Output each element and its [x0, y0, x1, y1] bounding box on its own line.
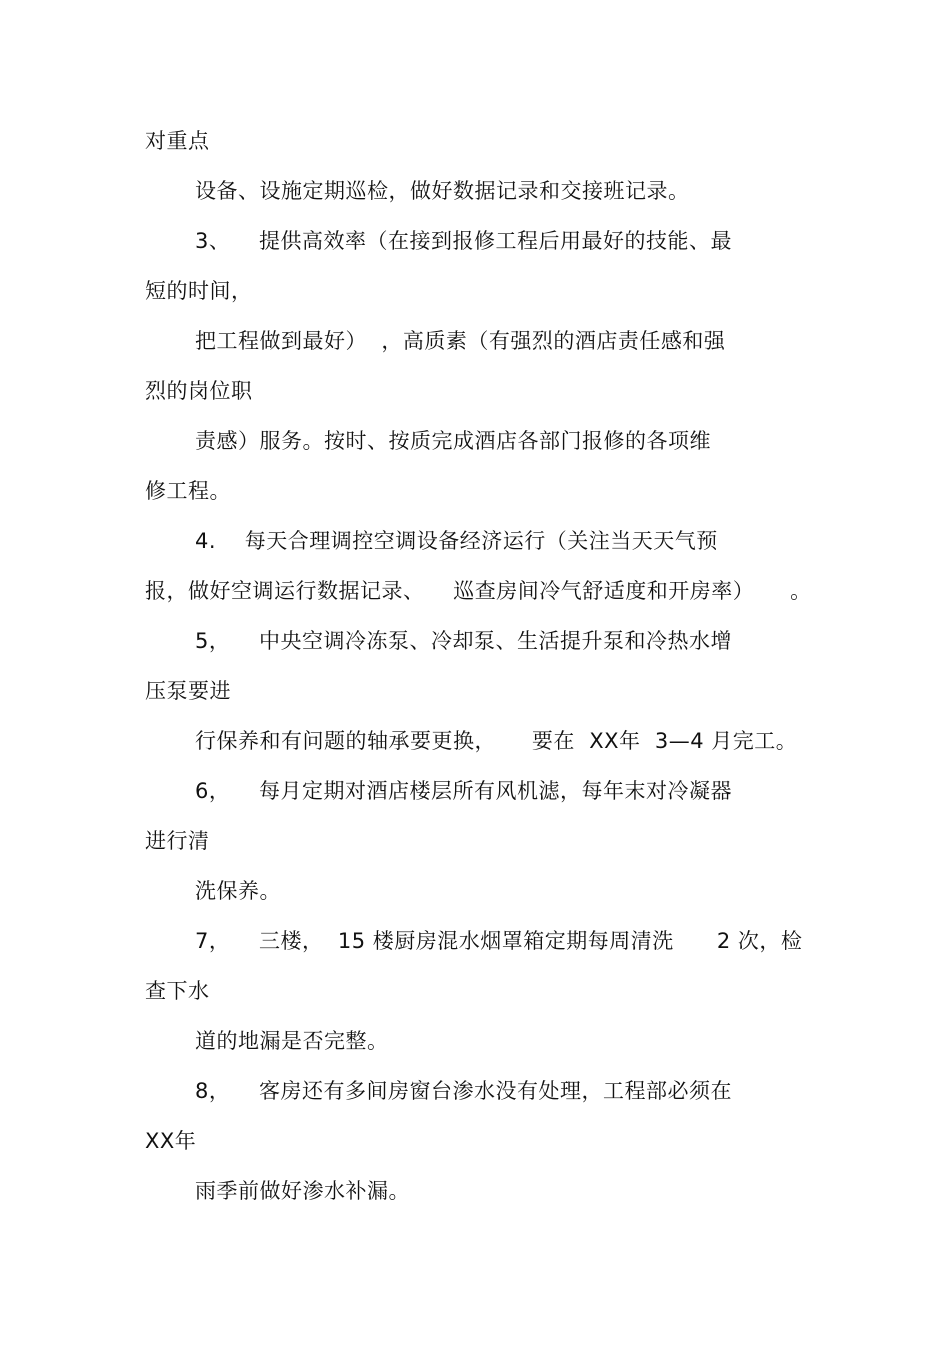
text-line: 4. 每天合理调控空调设备经济运行（关注当天天气预: [195, 529, 718, 553]
text-line: 修工程。: [145, 479, 231, 503]
text-line: 6， 每月定期对酒店楼层所有风机滤，每年末对冷凝器: [195, 779, 733, 803]
text-line: 洗保养。: [195, 879, 281, 903]
text-line: XX年: [145, 1129, 197, 1153]
text-line: 查下水: [145, 979, 210, 1003]
text-line: 3、 提供高效率（在接到报修工程后用最好的技能、最: [195, 229, 733, 253]
text-line: 压泵要进: [145, 679, 231, 703]
text-line: 5， 中央空调冷冻泵、冷却泵、生活提升泵和冷热水增: [195, 629, 733, 653]
text-line: 道的地漏是否完整。: [195, 1029, 389, 1053]
text-line: 行保养和有问题的轴承要更换， 要在 XX年 3—4 月完工。: [195, 729, 798, 753]
text-line: 报，做好空调运行数据记录、 巡查房间冷气舒适度和开房率） 。: [145, 579, 812, 603]
text-line: 把工程做到最好） ，高质素（有强烈的酒店责任感和强: [195, 329, 726, 353]
text-line: 对重点: [145, 129, 210, 153]
text-line: 短的时间，: [145, 279, 253, 303]
text-line: 进行清: [145, 829, 210, 853]
text-line: 烈的岗位职: [145, 379, 253, 403]
text-line: 责感）服务。按时、按质完成酒店各部门报修的各项维: [195, 429, 711, 453]
text-line: 7， 三楼， 15 楼厨房混水烟罩箱定期每周清洗 2 次，检: [195, 929, 803, 953]
text-line: 设备、设施定期巡检，做好数据记录和交接班记录。: [195, 179, 690, 203]
text-line: 8， 客房还有多间房窗台渗水没有处理，工程部必须在: [195, 1079, 733, 1103]
text-line: 雨季前做好渗水补漏。: [195, 1179, 410, 1203]
